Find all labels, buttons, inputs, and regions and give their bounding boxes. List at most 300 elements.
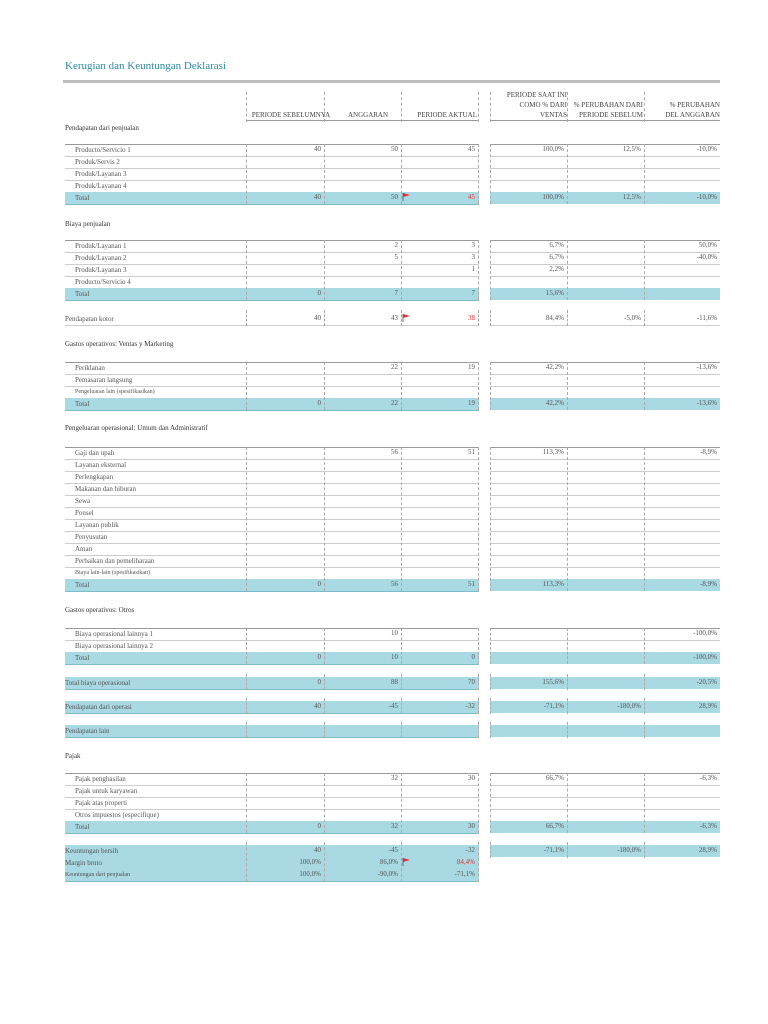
title-divider <box>63 80 720 83</box>
cell-act <box>401 785 478 796</box>
column-separator <box>490 144 491 204</box>
column-separator <box>490 722 491 738</box>
cell-act: 3 <box>471 241 475 249</box>
column-separator <box>567 362 568 410</box>
column-separator <box>324 842 325 882</box>
cell-cb: -8,9% <box>700 448 717 456</box>
cell-act <box>401 276 478 287</box>
cell-bud: 86,0% <box>379 858 398 866</box>
cell-cb: 28,9% <box>698 702 717 710</box>
cell-pct <box>490 156 567 167</box>
cell-cb <box>644 543 720 554</box>
column-separator <box>324 240 325 300</box>
cell-cp <box>567 531 644 542</box>
row-label: Produk/Layanan 3 <box>75 170 127 178</box>
cell-act: 84,4% <box>456 858 475 866</box>
column-separator <box>246 240 247 300</box>
column-separator <box>401 92 402 122</box>
column-separator <box>644 362 645 410</box>
row-label: Margin bruto <box>65 859 103 867</box>
cell-act <box>401 374 478 385</box>
row-label: Producto/Servicio 4 <box>75 278 131 286</box>
cell-act: 51 <box>468 448 475 456</box>
cell-cb: -11,6% <box>696 314 717 322</box>
cell-bud <box>324 785 401 796</box>
cell-prev: 40 <box>314 702 321 710</box>
cell-act: 19 <box>468 363 475 371</box>
row-label: Pajak untuk karyawan <box>75 787 138 795</box>
cell-act <box>401 507 478 518</box>
column-separator <box>246 722 247 738</box>
cell-act: 45 <box>468 193 475 201</box>
cell-prev <box>246 252 324 263</box>
cell-cb <box>644 519 720 530</box>
cell-prev <box>246 168 324 179</box>
cell-bud <box>324 471 401 482</box>
cell-bud: -45 <box>388 702 398 710</box>
cell-prev <box>246 276 324 287</box>
row-label: Biaya operasional lainnya 1 <box>75 630 153 638</box>
cell-pct: 6,7% <box>549 241 564 249</box>
row-label: Keuntungan bersih <box>65 847 119 855</box>
cell-pct: -71,1% <box>543 846 564 854</box>
cell-prev <box>246 374 324 385</box>
column-separator <box>324 722 325 738</box>
cell-prev: 0 <box>317 653 321 661</box>
cell-bud: 32 <box>391 822 398 830</box>
header-percent-of-sales-line-3: VENTAS <box>539 111 567 119</box>
cell-pct <box>490 640 567 651</box>
section-heading-opex_other: Gastos operativos: Otros <box>65 606 135 614</box>
cell-cp: -180,0% <box>617 846 641 854</box>
cell-cb <box>644 288 720 299</box>
cell-cp <box>567 567 644 578</box>
row-label: Aman <box>75 545 93 553</box>
row-divider <box>65 713 479 714</box>
column-separator <box>490 92 491 122</box>
header-previous-period: PERIODE SEBELUMNYA <box>251 111 331 119</box>
cell-pct <box>490 531 567 542</box>
column-separator <box>567 698 568 714</box>
cell-pct <box>490 459 567 470</box>
cell-cp <box>567 156 644 167</box>
cell-act <box>401 168 478 179</box>
row-label: Total <box>75 823 90 831</box>
column-separator <box>401 674 402 690</box>
column-separator <box>478 144 479 204</box>
cell-act <box>401 555 478 566</box>
cell-pct <box>490 168 567 179</box>
cell-cb: -100,0% <box>693 653 717 661</box>
cell-prev: 0 <box>317 289 321 297</box>
cell-prev <box>246 725 324 736</box>
cell-cp <box>567 471 644 482</box>
column-separator <box>401 842 402 882</box>
column-separator <box>644 722 645 738</box>
column-separator <box>490 773 491 833</box>
row-divider <box>65 325 479 326</box>
column-separator <box>490 842 491 858</box>
cell-act <box>401 531 478 542</box>
column-separator <box>401 447 402 591</box>
column-separator <box>478 92 479 122</box>
header-change-from-budget-line-1: % PERUBAHAN <box>669 101 720 109</box>
cell-pct <box>490 555 567 566</box>
column-separator <box>324 773 325 833</box>
cell-cp <box>567 240 644 251</box>
column-separator <box>401 773 402 833</box>
row-divider <box>65 591 479 592</box>
cell-prev <box>246 240 324 251</box>
cell-bud: -90,0% <box>377 870 398 878</box>
cell-act: 30 <box>468 822 475 830</box>
row-label: Produk/Layanan 4 <box>75 182 127 190</box>
cell-pct: 6,7% <box>549 253 564 261</box>
cell-cp <box>567 785 644 796</box>
cell-prev <box>246 180 324 191</box>
header-change-from-previous-line-1: % PERUBAHAN DARI <box>573 101 643 109</box>
cell-act <box>401 471 478 482</box>
cell-pct <box>490 374 567 385</box>
column-separator <box>478 310 479 326</box>
cell-cb <box>644 507 720 518</box>
cell-prev <box>246 495 324 506</box>
cell-act <box>401 567 478 578</box>
cell-cp <box>567 628 644 639</box>
column-separator <box>567 144 568 204</box>
cell-act <box>401 156 478 167</box>
cell-bud: 7 <box>394 289 398 297</box>
cell-act <box>401 483 478 494</box>
cell-prev <box>246 459 324 470</box>
cell-cp <box>567 519 644 530</box>
cell-cp: 12,5% <box>622 193 641 201</box>
cell-prev <box>246 640 324 651</box>
cell-prev <box>246 386 324 397</box>
cell-bud: 50 <box>391 145 398 153</box>
cell-act: 1 <box>471 265 475 273</box>
row-label: Pemasaran langsung <box>75 376 133 384</box>
column-separator <box>401 310 402 326</box>
cell-cp: -5,0% <box>624 314 641 322</box>
row-label: Total <box>75 400 90 408</box>
cell-pct <box>490 180 567 191</box>
header-actual-period: PERIODE AKTUAL <box>417 111 477 119</box>
column-separator <box>490 447 491 591</box>
cell-pct <box>490 567 567 578</box>
cell-cp <box>567 555 644 566</box>
row-label: Periklanan <box>75 364 105 372</box>
cell-cb <box>644 374 720 385</box>
cell-pct <box>490 519 567 530</box>
cell-act: 38 <box>468 314 475 322</box>
row-divider <box>65 881 479 882</box>
column-separator <box>644 447 645 591</box>
cell-act: 51 <box>468 580 475 588</box>
cell-cp: 12,5% <box>622 145 641 153</box>
cell-pct <box>490 276 567 287</box>
column-separator <box>401 628 402 664</box>
cell-pct <box>490 471 567 482</box>
column-separator <box>324 310 325 326</box>
cell-pct: 84,4% <box>545 314 564 322</box>
cell-cb: -40,0% <box>696 253 717 261</box>
row-label: Layanan publik <box>75 521 119 529</box>
cell-prev: 40 <box>314 193 321 201</box>
column-separator <box>401 698 402 714</box>
cell-bud <box>324 531 401 542</box>
column-separator <box>401 240 402 300</box>
cell-act: -32 <box>465 846 475 854</box>
column-separator <box>567 240 568 300</box>
cell-bud <box>324 276 401 287</box>
cell-prev <box>246 785 324 796</box>
row-label: Pendapatan lain <box>65 727 110 735</box>
cell-pct: 66,7% <box>545 822 564 830</box>
cell-cb <box>644 809 720 820</box>
cell-cb <box>644 555 720 566</box>
header-underline-right <box>490 120 720 121</box>
column-separator <box>324 628 325 664</box>
cell-prev: 40 <box>314 145 321 153</box>
cell-prev <box>246 471 324 482</box>
header-change-from-budget-line-2: DEL ANGGARAN <box>665 111 720 119</box>
column-separator <box>246 842 247 882</box>
row-label: Pajak penghasilan <box>75 775 126 783</box>
row-label: Pengeluaran lain (spesifikasikan) <box>75 389 155 395</box>
cell-prev <box>246 507 324 518</box>
column-separator <box>246 362 247 410</box>
alert-flag-icon <box>402 314 411 322</box>
column-separator <box>401 362 402 410</box>
cell-prev: 0 <box>317 822 321 830</box>
column-separator <box>246 773 247 833</box>
column-separator <box>478 240 479 300</box>
column-separator <box>478 773 479 833</box>
cell-pct: 66,7% <box>545 774 564 782</box>
cell-pct: 155,6% <box>542 678 564 686</box>
cell-cp <box>567 362 644 373</box>
cell-cp <box>567 252 644 263</box>
header-percent-of-sales <box>490 90 567 120</box>
cell-bud: 5 <box>394 253 398 261</box>
cell-pct: -71,1% <box>543 702 564 710</box>
cell-bud: 22 <box>391 363 398 371</box>
cell-act <box>401 628 478 639</box>
cell-pct: 113,3% <box>542 448 564 456</box>
cell-act <box>401 495 478 506</box>
cell-cp <box>567 507 644 518</box>
row-label: Perlengkapan <box>75 473 114 481</box>
cell-bud <box>324 264 401 275</box>
cell-bud <box>324 507 401 518</box>
cell-bud <box>324 168 401 179</box>
row-divider <box>65 833 479 834</box>
cell-act <box>401 797 478 808</box>
cell-cb <box>644 386 720 397</box>
cell-cb <box>644 264 720 275</box>
row-label: Total biaya operasional <box>65 679 131 687</box>
column-separator <box>567 722 568 738</box>
cell-prev: 40 <box>314 846 321 854</box>
cell-act <box>401 519 478 530</box>
cell-prev: 100,0% <box>299 870 321 878</box>
row-label: Produk/Layanan 1 <box>75 242 127 250</box>
column-separator <box>324 698 325 714</box>
cell-act: 0 <box>471 653 475 661</box>
cell-pct <box>490 809 567 820</box>
cell-cp <box>567 264 644 275</box>
cell-cp <box>567 288 644 299</box>
cell-act <box>401 459 478 470</box>
cell-prev: 0 <box>317 580 321 588</box>
header-change-from-budget <box>645 100 720 120</box>
section-heading-opex_sales: Gastos operativos: Ventas y Marketing <box>65 340 174 348</box>
cell-act <box>401 180 478 191</box>
row-label: Otros impuestos (especifique) <box>75 811 159 819</box>
cell-cp <box>567 652 644 663</box>
column-separator <box>490 674 491 690</box>
cell-cp <box>567 386 644 397</box>
cell-bud: -45 <box>388 846 398 854</box>
cell-cb: -13,6% <box>696 399 717 407</box>
row-divider <box>65 664 479 665</box>
cell-bud: 50 <box>391 193 398 201</box>
column-separator <box>567 628 568 664</box>
cell-bud: 56 <box>391 448 398 456</box>
cell-cb <box>644 276 720 287</box>
cell-cb <box>644 483 720 494</box>
cell-prev <box>246 543 324 554</box>
column-separator <box>567 842 568 858</box>
header-percent-of-sales-line-1: PERIODE SAAT INI <box>506 91 567 99</box>
cell-pct: 15,6% <box>545 289 564 297</box>
column-separator <box>644 698 645 714</box>
cell-cb: -100,0% <box>693 629 717 637</box>
cell-cp <box>567 725 644 736</box>
cell-cb: 50,0% <box>698 241 717 249</box>
column-separator <box>490 628 491 664</box>
cell-bud <box>324 386 401 397</box>
cell-cp <box>567 459 644 470</box>
cell-cb <box>644 567 720 578</box>
cell-bud <box>324 725 401 736</box>
cell-cb: -8,9% <box>700 580 717 588</box>
column-separator <box>644 842 645 858</box>
column-separator <box>478 842 479 882</box>
column-separator <box>644 773 645 833</box>
row-label: Pajak atas properti <box>75 799 128 807</box>
row-label: Biaya operasional lainnya 2 <box>75 642 153 650</box>
row-label: Biaya lain-lain (spesifikasikan) <box>75 570 150 576</box>
cell-bud <box>324 797 401 808</box>
cell-prev <box>246 567 324 578</box>
row-label: Sewa <box>75 497 91 505</box>
cell-bud <box>324 374 401 385</box>
cell-bud <box>324 180 401 191</box>
cell-prev <box>246 362 324 373</box>
cell-cb <box>644 495 720 506</box>
cell-cp <box>567 773 644 784</box>
cell-prev <box>246 447 324 458</box>
cell-bud <box>324 555 401 566</box>
row-label: Total <box>75 581 90 589</box>
cell-pct: 42,2% <box>545 399 564 407</box>
column-separator <box>246 447 247 591</box>
row-divider <box>65 737 479 738</box>
column-separator <box>246 92 247 122</box>
cell-cb <box>644 640 720 651</box>
cell-prev: 0 <box>317 678 321 686</box>
cell-cp <box>567 483 644 494</box>
column-separator <box>246 310 247 326</box>
column-separator <box>644 628 645 664</box>
cell-prev <box>246 156 324 167</box>
cell-bud <box>324 519 401 530</box>
cell-prev <box>246 797 324 808</box>
cell-pct <box>490 785 567 796</box>
cell-bud: 2 <box>394 241 398 249</box>
row-divider <box>65 300 479 301</box>
cell-pct <box>490 495 567 506</box>
cell-pct <box>490 386 567 397</box>
row-label: Layanan eksternal <box>75 461 127 469</box>
cell-prev <box>246 531 324 542</box>
cell-bud <box>324 156 401 167</box>
cell-prev <box>246 264 324 275</box>
column-separator <box>246 628 247 664</box>
section-heading-opex_admin: Pengeluaran operasional: Umum dan Administratif <box>65 424 208 432</box>
cell-cp <box>567 398 644 409</box>
cell-pct <box>490 797 567 808</box>
cell-bud: 22 <box>391 399 398 407</box>
cell-cb <box>644 785 720 796</box>
cell-cp: -180,0% <box>617 702 641 710</box>
row-divider <box>65 689 479 690</box>
column-separator <box>490 698 491 714</box>
column-separator <box>644 144 645 204</box>
row-label: Total <box>75 654 90 662</box>
cell-cb <box>644 531 720 542</box>
row-label: Ponsel <box>75 509 94 517</box>
cell-prev: 0 <box>317 399 321 407</box>
cell-cb: -6,3% <box>700 822 717 830</box>
section-heading-tax: Pajak <box>65 752 81 760</box>
row-label: Makanan dan hiburan <box>75 485 137 493</box>
column-separator <box>324 362 325 410</box>
cell-cb <box>644 180 720 191</box>
column-separator <box>567 773 568 833</box>
cell-pct: 100,0% <box>542 145 564 153</box>
row-label: Keuntungan dari penjualan <box>65 872 130 878</box>
column-separator <box>478 628 479 664</box>
cell-cb: -10,0% <box>696 145 717 153</box>
column-separator <box>644 92 645 122</box>
cell-prev <box>246 809 324 820</box>
column-separator <box>490 310 491 326</box>
column-separator <box>478 674 479 690</box>
cell-cp <box>567 579 644 590</box>
cell-bud <box>324 640 401 651</box>
cell-prev: 100,0% <box>299 858 321 866</box>
cell-cp <box>567 447 644 458</box>
cell-act <box>401 725 478 736</box>
row-label: Pendapatan kotor <box>65 315 114 323</box>
cell-bud: 32 <box>391 774 398 782</box>
cell-cp <box>567 821 644 832</box>
column-separator <box>246 698 247 714</box>
cell-pct <box>490 652 567 663</box>
